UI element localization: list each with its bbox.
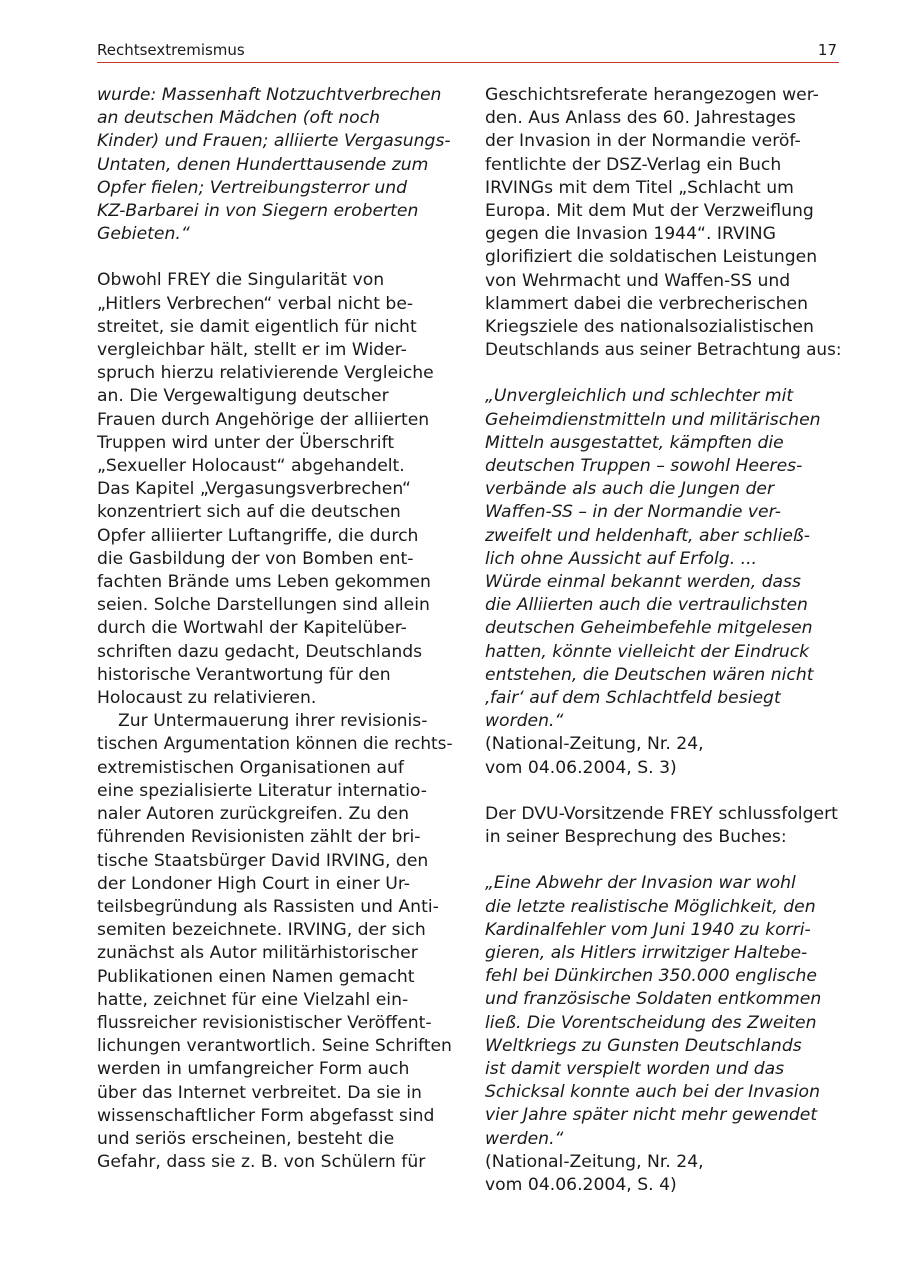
quote-source-2 — [485, 1151, 842, 1197]
text-line: über das Internet verbreitet. Da sie in — [97, 1082, 422, 1103]
text-line: IRVINGs mit dem Titel „Schlacht um — [485, 177, 794, 198]
text-line: und seriös erscheinen, besteht die — [97, 1128, 395, 1149]
text-line: hatten, könnte vielleicht der Eindruck — [485, 641, 810, 662]
text-line: eine spezialisierte Literatur internatio- — [97, 780, 427, 801]
text-line: Publikationen einen Namen gemacht — [97, 966, 415, 987]
text-line: Deutschlands aus seiner Betrachtung aus: — [485, 340, 842, 361]
text-line: wurde: Massenhaft Notzuchtverbrechen — [97, 85, 442, 105]
text-line: durch die Wortwahl der Kapitelüber- — [97, 618, 407, 639]
text-line: Opfer alliierter Luftangriffe, die durch — [97, 525, 419, 546]
text-line: klammert dabei die verbrecherischen — [485, 293, 808, 314]
quote-source-1 — [485, 733, 842, 779]
text-line: Kardinalfehler vom Juni 1940 zu korri- — [485, 919, 811, 940]
right-column — [485, 84, 842, 1197]
text-line: spruch hierzu relativierende Vergleiche — [97, 363, 434, 384]
text-line: vom 04.06.2004, S. 3) — [485, 757, 677, 778]
text-line: Würde einmal bekannt werden, dass — [485, 572, 801, 593]
text-line: ließ. Die Vorentscheidung des Zweiten — [485, 1012, 817, 1033]
text-line: fentlichte der DSZ-Verlag ein Buch — [485, 154, 782, 175]
text-line: vom 04.06.2004, S. 4) — [485, 1174, 677, 1195]
text-line: Schicksal konnte auch bei der Invasion — [485, 1082, 820, 1103]
text-line: Truppen wird unter der Überschrift — [97, 432, 395, 453]
text-line: (National-Zeitung, Nr. 24, — [485, 1151, 704, 1172]
body-paragraph-2 — [97, 710, 453, 1174]
text-line: entstehen, die Deutschen wären nicht — [485, 664, 814, 685]
text-line: von Wehrmacht und Waffen-SS und — [485, 270, 791, 291]
text-line: werden in umfangreicher Form auch — [97, 1059, 410, 1080]
text-line: Opfer fielen; Vertreibungsterror und — [97, 177, 408, 198]
block-quote-1 — [485, 385, 842, 733]
text-line: teilsbegründung als Rassisten und Anti- — [97, 896, 439, 917]
text-line: lichungen verantwortlich. Seine Schriften — [97, 1036, 452, 1057]
text-line: tischen Argumentation können die rechts- — [97, 734, 453, 755]
text-line: Europa. Mit dem Mut der Verzweiflung — [485, 201, 814, 222]
text-line: der Londoner High Court in einer Ur- — [97, 873, 410, 894]
text-line: extremistischen Organisationen auf — [97, 757, 404, 778]
text-line: deutschen Geheimbefehle mitgelesen — [485, 618, 813, 639]
text-line: fehl bei Dünkirchen 350.000 englische — [485, 966, 817, 987]
text-line: verbände als auch die Jungen der — [485, 479, 775, 500]
text-line: schriften dazu gedacht, Deutschlands — [97, 641, 423, 662]
text-line: streitet, sie damit eigentlich für nicht — [97, 316, 417, 337]
text-line: semiten bezeichnete. IRVING, der sich — [97, 920, 426, 941]
text-line: gieren, als Hitlers irrwitziger Haltebe- — [485, 942, 808, 963]
text-line: und französische Soldaten entkommen — [485, 989, 822, 1010]
text-line: Holocaust zu relativieren. — [97, 688, 317, 709]
text-line: Kinder) und Frauen; alliierte Vergasungs- — [97, 131, 451, 152]
text-line: Geschichtsreferate herangezogen wer- — [485, 85, 819, 105]
text-line: historische Verantwortung für den — [97, 664, 391, 685]
text-line: wissenschaftlicher Form abgefasst sind — [97, 1105, 435, 1126]
quote-continued — [97, 84, 453, 246]
text-line: an deutschen Mädchen (oft noch — [97, 108, 381, 129]
text-line: Zur Untermauerung ihrer revisionis- — [118, 711, 428, 732]
text-line: flussreicher revisionistischer Veröffent- — [97, 1012, 432, 1033]
text-line: Frauen durch Angehörige der alliierten — [97, 409, 430, 430]
text-line: der Invasion in der Normandie veröf- — [485, 131, 801, 152]
text-line: Der DVU-Vorsitzende FREY schlussfolgert — [485, 803, 838, 824]
text-line: Untaten, denen Hunderttausende zum — [97, 154, 429, 175]
left-column — [97, 84, 453, 1174]
body-paragraph-1 — [97, 269, 453, 710]
text-line: an. Die Vergewaltigung deutscher — [97, 386, 389, 407]
text-line: fachten Brände ums Leben gekommen — [97, 572, 431, 593]
text-line: Geheimdienstmitteln und militärischen — [485, 409, 821, 430]
section-title: Rechtsextremismus — [97, 41, 245, 59]
text-line: konzentriert sich auf die deutschen — [97, 502, 401, 523]
text-line: die letzte realistische Möglichkeit, den — [485, 896, 816, 917]
text-line: hatte, zeichnet für eine Vielzahl ein- — [97, 989, 409, 1010]
text-line: zunächst als Autor militärhistorischer — [97, 943, 418, 964]
text-line: Waffen-SS – in der Normandie ver- — [485, 502, 781, 523]
body-paragraph-4 — [485, 803, 842, 849]
text-line: „Unvergleichlich und schlechter mit — [485, 386, 794, 407]
text-line: Kriegsziele des nationalsozialistischen — [485, 317, 814, 338]
text-line: naler Autoren zurückgreifen. Zu den — [97, 804, 410, 825]
text-line: seien. Solche Darstellungen sind allein — [97, 595, 430, 616]
text-line: tische Staatsbürger David IRVING, den — [97, 850, 429, 871]
body-paragraph-3 — [485, 84, 842, 362]
text-line: Mitteln ausgestattet, kämpften die — [485, 432, 784, 453]
text-line: die Alliierten auch die vertraulichsten — [485, 595, 808, 616]
text-line: Gefahr, dass sie z. B. von Schülern für — [97, 1152, 426, 1173]
text-line: in seiner Besprechung des Buches: — [485, 827, 787, 848]
text-line: Obwohl FREY die Singularität von — [97, 270, 385, 291]
text-line: Gebieten.“ — [97, 224, 190, 245]
block-quote-2 — [485, 872, 842, 1150]
text-line: gegen die Invasion 1944“. IRVING — [485, 224, 776, 245]
text-line: vergleichbar hält, stellt er im Wider- — [97, 340, 407, 361]
text-line: ist damit verspielt worden und das — [485, 1058, 785, 1079]
text-line: den. Aus Anlass des 60. Jahrestages — [485, 108, 796, 129]
text-line: „Sexueller Holocaust“ abgehandelt. — [97, 456, 405, 477]
text-line: glorifiziert die soldatischen Leistungen — [485, 247, 818, 268]
text-line: deutschen Truppen – sowohl Heeres- — [485, 456, 803, 477]
text-line: führenden Revisionisten zählt der bri- — [97, 827, 421, 848]
text-line: KZ-Barbarei in von Siegern eroberten — [97, 201, 419, 222]
page-number: 17 — [817, 41, 837, 59]
text-line: „Hitlers Verbrechen“ verbal nicht be- — [97, 293, 414, 314]
text-line: zweifelt und heldenhaft, aber schließ- — [485, 525, 810, 546]
text-line: lich ohne Aussicht auf Erfolg. ... — [485, 548, 758, 569]
text-line: Weltkriegs zu Gunsten Deutschlands — [485, 1035, 802, 1056]
text-line: Das Kapitel „Vergasungsverbrechen“ — [97, 479, 411, 500]
text-line: (National-Zeitung, Nr. 24, — [485, 734, 704, 755]
text-line: die Gasbildung der von Bomben ent- — [97, 548, 414, 569]
running-header — [97, 38, 839, 63]
text-line: „Eine Abwehr der Invasion war wohl — [485, 873, 796, 894]
text-line: worden.“ — [485, 711, 564, 732]
text-line: ‚fair‘ auf dem Schlachtfeld besiegt — [485, 688, 781, 709]
text-line: vier Jahre später nicht mehr gewendet — [485, 1105, 818, 1126]
text-line: werden.“ — [485, 1128, 564, 1149]
